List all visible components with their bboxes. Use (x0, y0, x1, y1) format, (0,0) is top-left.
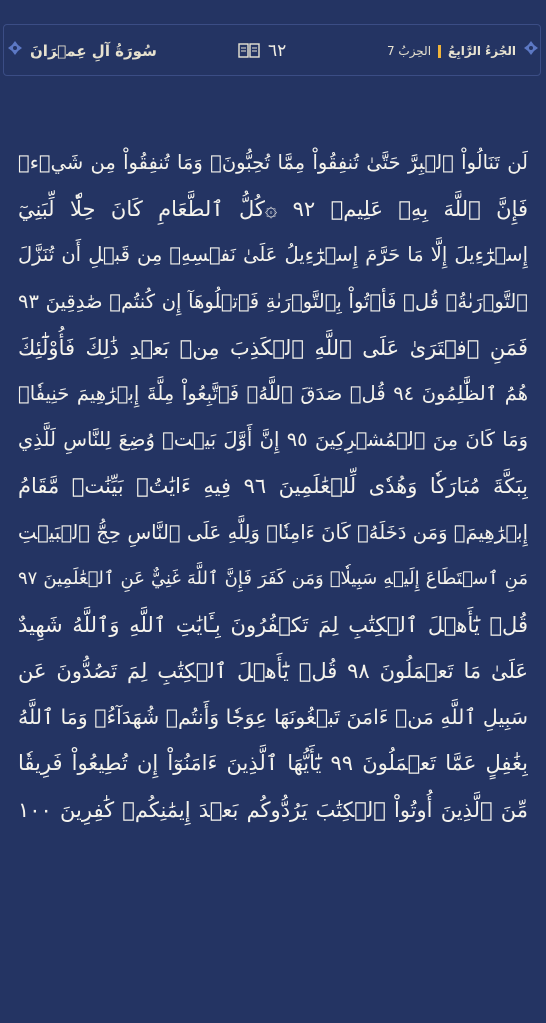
verse-line[interactable]: سَبِيلِ ٱللَّهِ مَنۡ ءَامَنَ تَبۡغُونَهَا عِوَجٗا وَأَنتُمۡ شُهَدَآءُۗ وَمَا ٱللَّهُ (18, 705, 528, 730)
verse-line[interactable]: عَلَىٰ مَا تَعۡمَلُونَ ٩٨ قُلۡ يَٰٓأَهۡلَ ٱلۡكِتَٰبِ لِمَ تَصُدُّونَ عَن (18, 659, 528, 684)
verse-line[interactable]: هُمُ ٱلظَّٰلِمُونَ ٩٤ قُلۡ صَدَقَ ٱللَّهُۗ فَٱتَّبِعُواْ مِلَّةَ إِبۡرَٰهِيمَ حَنِيفٗاۖ (18, 381, 528, 405)
book-icon (238, 42, 260, 60)
verse-line[interactable]: لَن تَنَالُواْ ٱلۡبِرَّ حَتَّىٰ تُنفِقُواْ مِمَّا تُحِبُّونَۚ وَمَا تُنفِقُواْ مِن شَيۡءٖ (18, 151, 528, 174)
page-number: ٦٢ (268, 41, 287, 61)
page-number-group[interactable] (238, 41, 286, 61)
verse-line[interactable]: ٱلتَّوۡرَىٰةُۚ قُلۡ فَأۡتُواْ بِٱلتَّوۡرَىٰةِ فَٱتۡلُوهَآ إِن كُنتُمۡ صَٰدِقِينَ ٩٣ (18, 289, 528, 313)
header-divider (438, 45, 441, 58)
verse-line[interactable]: بِبَكَّةَ مُبَارَكٗا وَهُدٗى لِّلۡعَٰلَمِينَ ٩٦ فِيهِ ءَايَٰتُۢ بَيِّنَٰتٞ مَّقَامُ (18, 474, 528, 499)
juz-hizb-info[interactable] (387, 44, 516, 58)
page-header (30, 36, 516, 66)
surah-name[interactable]: سُورَةُ آلِ عِمۡرَانَ (30, 42, 157, 60)
verse-line[interactable]: فَمَنِ ٱفۡتَرَىٰ عَلَى ٱللَّهِ ٱلۡكَذِبَ مِنۢ بَعۡدِ ذَٰلِكَ فَأُوْلَٰٓئِكَ (18, 335, 528, 360)
verse-line[interactable]: قُلۡ يَٰٓأَهۡلَ ٱلۡكِتَٰبِ لِمَ تَكۡفُرُونَ بِـَٔايَٰتِ ٱللَّهِ وَٱللَّهُ شَهِيدٌ (18, 612, 528, 637)
verse-line[interactable]: مَنِ ٱسۡتَطَاعَ إِلَيۡهِ سَبِيلٗاۚ وَمَن كَفَرَ فَإِنَّ ٱللَّهَ غَنِيٌّ عَنِ ٱلۡعَٰلَمِينَ ٩٧ (18, 567, 528, 589)
verse-line[interactable]: إِسۡرَٰٓءِيلَ إِلَّا مَا حَرَّمَ إِسۡرَٰٓءِيلُ عَلَىٰ نَفۡسِهِۦ مِن قَبۡلِ أَن تُنَزَّلَ (18, 243, 528, 267)
hizb-label: الحِزبُ 7 (386, 44, 432, 58)
verse-line[interactable]: مِّنَ ٱلَّذِينَ أُوتُواْ ٱلۡكِتَٰبَ يَرُدُّوكُم بَعۡدَ إِيمَٰنِكُمۡ كَٰفِرِينَ ١٠٠ (18, 797, 528, 822)
verse-line[interactable]: بِغَٰفِلٍ عَمَّا تَعۡمَلُونَ ٩٩ يَٰٓأَيُّهَا ٱلَّذِينَ ءَامَنُوٓاْ إِن تُطِيعُواْ فَرِيقٗا (18, 751, 528, 776)
ornament-left-icon (8, 41, 22, 55)
ornament-right-icon (524, 41, 538, 55)
verse-line[interactable]: وَمَا كَانَ مِنَ ٱلۡمُشۡرِكِينَ ٩٥ إِنَّ أَوَّلَ بَيۡتٖ وُضِعَ لِلنَّاسِ لَلَّذِي (18, 428, 528, 452)
juz-label: الجُزءُ الرَّابِعُ (448, 44, 516, 58)
verse-line[interactable]: فَإِنَّ ٱللَّهَ بِهِۦ عَلِيمٞ ٩٢ ۞كُلُّ ٱلطَّعَامِ كَانَ حِلّٗا لِّبَنِيٓ (18, 197, 528, 222)
verse-line[interactable]: إِبۡرَٰهِيمَۖ وَمَن دَخَلَهُۥ كَانَ ءَامِنٗاۗ وَلِلَّهِ عَلَى ٱلنَّاسِ حِجُّ ٱلۡبَيۡتِ (18, 520, 528, 544)
verses-block[interactable] (18, 140, 528, 833)
